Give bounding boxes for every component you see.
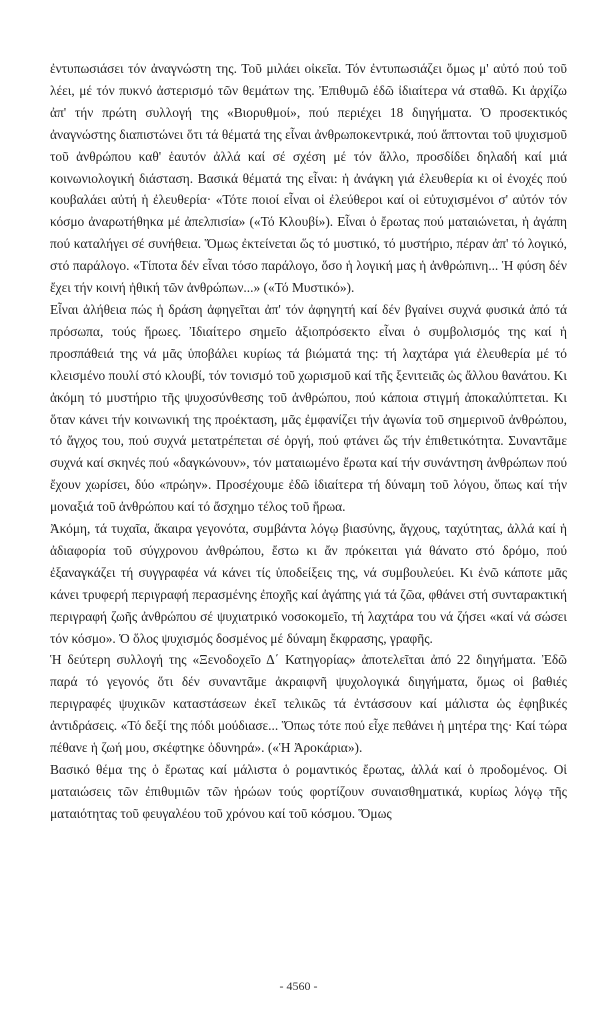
- body-text: [50, 58, 567, 825]
- paragraph-1: ἐντυπωσιάσει τόν ἀναγνώστη της. Τοῦ μιλάει οἰκεῖα. Τόν ἐντυπωσιάζει ὅμως μ' αὐτό πού τοῦ λέει, μέ τόν πυκνό ἀστερισμό τῶν θεμάτων της. Ἐπιθυμῶ ἐδῶ ἰδιαίτερα νά σταθῶ. Κι ἀρχίζω ἀπ' τήν πρώτη συλλογή της «Βιορυθμοί», πού περιέχει 18 διηγήματα. Ὁ προσεκτικός ἀναγνώστης διαπιστώνει ὅτι τά θέματά της εἶναι ἀνθρωποκεντρικά, πού ἅπτονται τοῦ ψυχισμοῦ τοῦ ἀνθρώπου καθ' ἑαυτόν ἀλλά καί σέ σχέση μέ τόν ἄλλο, προσδίδει δηλαδή καί μιά κοινωνιολογική διάσταση. Βασικά θέματά της εἶναι: ἡ ἀνάγκη γιά ἐλευθερία κι οἱ ἐνοχές πού κουβαλάει αὐτή ἡ ἐλευθερία· «Τότε ποιοί εἶναι οἱ ἐλεύθεροι καί οἱ εὐτυχισμένοι σ' αὐτόν τόν κόσμο ἀναρωτήθηκα μέ ἀπελπισία» («Τό Κλουβί»). Εἶναι ὁ ἔρωτας πού ματαιώνεται, ἡ ἀγάπη πού καταλήγει σέ συνήθεια. Ὅμως ἐκτείνεται ὥς τό μυστικό, τό μυστήριο, πέραν ἀπ' τό λογικό, στό παράλογο. «Τίποτα δέν εἶναι τόσο παράλογο, ὅσο ἡ λογική μας ἡ ἀνθρώπινη... Ἡ φύση δέν ἔχει τήν κοινή ἠθική τῶν ἀνθρώπων...» («Τό Μυστικό»).: [50, 61, 567, 296]
- page-number: - 4560 -: [279, 979, 318, 993]
- paragraph-2: Εἶναι ἀλήθεια πώς ἡ δράση ἀφηγεῖται ἀπ' τόν ἀφηγητή καί δέν βγαίνει συχνά φυσικά ἀπό τά πρόσωπα, τούς ἥρωες. Ἰδιαίτερο σημεῖο ἀξιοπρόσεκτο εἶναι ὁ συμβολισμός της καί ἡ προσπάθειά της νά μᾶς ὑποβάλει κυρίως τά βιώματά της: τή λαχτάρα γιά ἐλευθερία μέ τό κλεισμένο πουλί στό κλουβί, τόν τονισμό τοῦ χωρισμοῦ καί τῆς ξενιτειᾶς ὡς ἄλλου θανάτου. Κι ἀκόμη τό μυστήριο τῆς ψυχοσύνθεσης τοῦ ἀνθρώπου, πού κάποια στιγμή ἀποκαλύπτεται. Κι ὅταν κάνει τήν κοινωνική της προέκταση, μᾶς ἐμφανίζει τήν ἀγωνία τοῦ σημερινοῦ ἀνθρώπου, τό ἄγχος του, πού συχνά μετατρέπεται σέ ὀργή, πού φτάνει ὥς τήν ἐπιθετικότητα. Συναντᾶμε συχνά καί σκηνές πού «δαγκώνουν», τόν ματαιωμένο ἔρωτα καί τήν συνάντηση ἀνθρώπων πού ἔχουν χωρίσει, δύο «πρώην». Προσέχουμε ἐδῶ ἰδιαίτερα τή δύναμη τοῦ λόγου, ὅπως καί τήν μοναξιά τοῦ ἀνθρώπου καί τό ἄσχημο τέλος τοῦ ἥρωα.: [50, 301, 567, 515]
- paragraph-3: Ἀκόμη, τά τυχαῖα, ἄκαιρα γεγονότα, συμβάντα λόγῳ βιασύνης, ἄγχους, ταχύτητας, ἀλλά καί ἡ ἀδιαφορία τοῦ σύγχρονου ἀνθρώπου, ἔστω κι ἄν πρόκειται γιά θάνατο στό δρόμο, πού ἐξαναγκάζει τή συγγραφέα νά κάνει τίς ὑποδείξεις της, νά συμβουλεύει. Κι ἐνῶ κάποτε μᾶς κάνει τρυφερή περιγραφή περασμένης ἐποχῆς καί ἀγάπης γιά τά ζῶα, φθάνει στή συνταρακτική περιγραφή ζωῆς ἀνθρώπου σέ ψυχιατρικό νοσοκομεῖο, τή λαχτάρα του νά ζήσει «καί νά σώσει τόν κόσμο». Ὁ ὅλος ψυχισμός δοσμένος μέ δύναμη ἔκφρασης, γραφῆς.: [50, 521, 567, 646]
- paragraph-4: Ἡ δεύτερη συλλογή της «Ξενοδοχεῖο Δ΄ Κατηγορίας» ἀποτελεῖται ἀπό 22 διηγήματα. Ἐδῶ παρά τό γεγονός ὅτι δέν συναντᾶμε ἀκραιφνῆ ψυχολογικά διηγήματα, ὅμως οἱ βαθιές περιγραφές ψυχικῶν καταστάσεων ἐκεῖ τελικῶς τά ἐντάσσουν καί μάλιστα ὡς ἐφηβικές ἀντιδράσεις. «Τό δεξί της πόδι μούδιασε... Ὅπως τότε πού εἶχε πεθάνει ἡ μητέρα της· Καί τώρα πέθανε ἡ ζωή μου, σκέφτηκε ὀδυνηρά». («Ἡ Ἀροκάρια»).: [50, 652, 567, 756]
- paragraph-5: Βασικό θέμα της ὁ ἔρωτας καί μάλιστα ὁ ρομαντικός ἔρωτας, ἀλλά καί ὁ προδομένος. Οἱ ματαιώσεις τῶν ἐπιθυμιῶν τῶν ἡρώων τούς φορτίζουν συναισθηματικά, κυρίως λόγῳ τῆς ματαιότητας τοῦ φευγαλέου τοῦ χρόνου καί τοῦ κόσμου. Ὅμως: [50, 762, 567, 821]
